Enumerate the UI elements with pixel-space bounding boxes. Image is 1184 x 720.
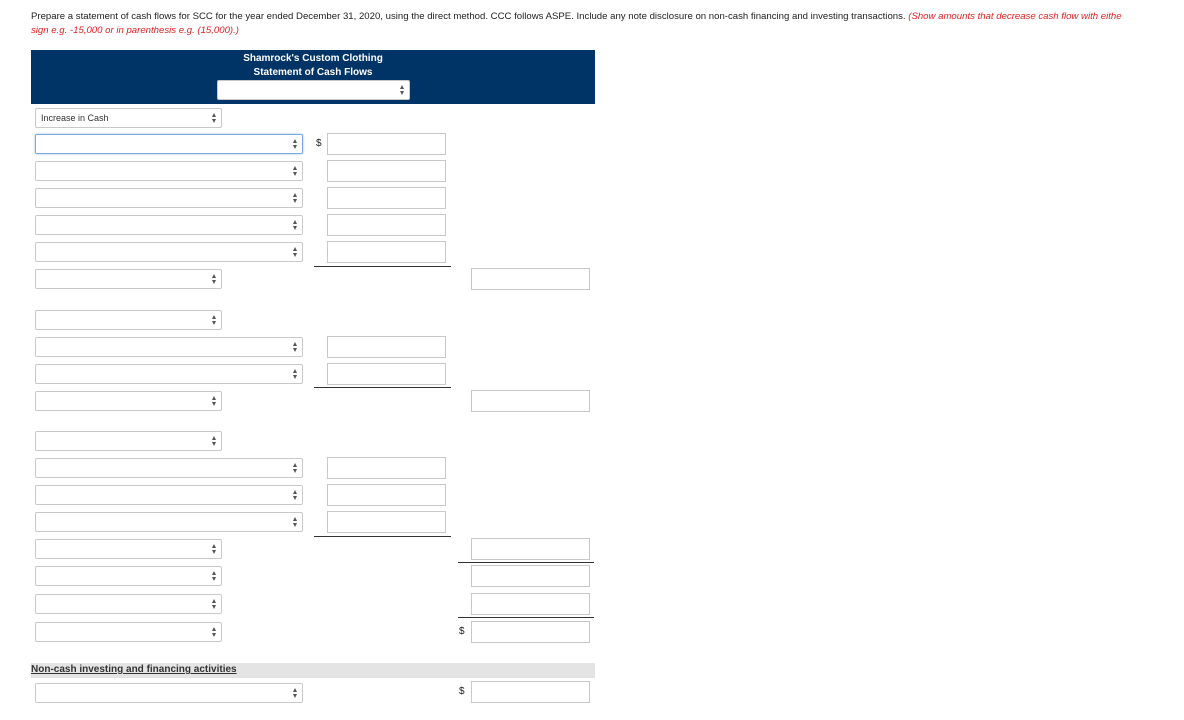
section-heading-select[interactable]: Increase in Cash	[35, 108, 222, 128]
select-arrows-icon	[212, 112, 217, 124]
line-item-select[interactable]	[35, 188, 303, 208]
total-amount-input[interactable]	[471, 390, 590, 412]
select-arrows-icon	[293, 516, 298, 528]
total-amount-input[interactable]	[471, 268, 590, 290]
select-arrows-icon	[293, 687, 298, 699]
line-item-select[interactable]	[35, 215, 303, 235]
subtotal-rule	[314, 387, 451, 388]
section-total-select[interactable]	[35, 269, 222, 289]
subtotal-rule	[314, 266, 451, 267]
non-cash-item-select[interactable]	[35, 683, 303, 703]
statement-header	[31, 50, 595, 104]
amount-input[interactable]	[327, 363, 446, 385]
select-arrows-icon	[293, 368, 298, 380]
select-arrows-icon	[212, 570, 217, 582]
line-item-select[interactable]	[35, 337, 303, 357]
select-arrows-icon	[293, 489, 298, 501]
amount-input[interactable]	[327, 484, 446, 506]
line-item-select[interactable]	[35, 242, 303, 262]
select-arrows-icon	[212, 435, 217, 447]
amount-input[interactable]	[327, 133, 446, 155]
amount-input[interactable]	[327, 336, 446, 358]
total-rule	[458, 617, 594, 618]
non-cash-section-bar	[31, 663, 595, 678]
select-arrows-icon	[293, 192, 298, 204]
non-cash-section-label: Non-cash investing and financing activities	[31, 664, 237, 675]
summary-select[interactable]	[35, 622, 222, 642]
amount-input[interactable]	[327, 160, 446, 182]
line-item-select[interactable]	[35, 134, 303, 154]
ending-cash-input[interactable]	[471, 621, 590, 643]
select-arrows-icon	[293, 219, 298, 231]
select-arrows-icon	[212, 314, 217, 326]
section-heading-select[interactable]	[35, 431, 222, 451]
line-item-select[interactable]	[35, 161, 303, 181]
instructions-main: Prepare a statement of cash flows for SCC for the year ended December 31, 2020, using the direct method. CCC follows ASPE. Include any note disclosure on non-cash financing and investing transactions.	[31, 11, 909, 22]
amount-input[interactable]	[327, 187, 446, 209]
instructions-note: (Show amounts that decrease cash flow with eithe	[908, 11, 1122, 22]
select-arrows-icon	[212, 543, 217, 555]
select-arrows-icon	[293, 138, 298, 150]
select-arrows-icon	[212, 626, 217, 638]
total-amount-input[interactable]	[471, 565, 590, 587]
line-item-select[interactable]	[35, 512, 303, 532]
total-amount-input[interactable]	[471, 593, 590, 615]
non-cash-amount-input[interactable]	[471, 681, 590, 703]
section-total-select[interactable]	[35, 539, 222, 559]
line-item-select[interactable]	[35, 458, 303, 478]
select-arrows-icon	[293, 165, 298, 177]
select-arrows-icon	[293, 246, 298, 258]
statement-title: Statement of Cash Flows	[253, 67, 373, 78]
select-arrows-icon	[212, 598, 217, 610]
summary-select[interactable]	[35, 594, 222, 614]
select-arrows-icon	[293, 462, 298, 474]
currency-symbol: $	[459, 686, 465, 697]
section-heading-select[interactable]	[35, 310, 222, 330]
company-name: Shamrock's Custom Clothing	[243, 53, 383, 64]
section-total-select[interactable]	[35, 391, 222, 411]
total-rule	[458, 562, 594, 563]
subtotal-rule	[314, 536, 451, 537]
amount-input[interactable]	[327, 457, 446, 479]
select-arrows-icon	[212, 273, 217, 285]
total-amount-input[interactable]	[471, 538, 590, 560]
period-select[interactable]	[217, 80, 410, 100]
amount-input[interactable]	[327, 241, 446, 263]
summary-select[interactable]	[35, 566, 222, 586]
amount-input[interactable]	[327, 214, 446, 236]
select-arrows-icon	[400, 84, 405, 96]
currency-symbol: $	[316, 138, 322, 149]
select-arrows-icon	[212, 395, 217, 407]
currency-symbol: $	[459, 626, 465, 637]
amount-input[interactable]	[327, 511, 446, 533]
instructions	[31, 10, 1184, 24]
instructions-note-continued: sign e.g. -15,000 or in parenthesis e.g. (15,000).)	[31, 25, 239, 36]
select-arrows-icon	[293, 341, 298, 353]
line-item-select[interactable]	[35, 364, 303, 384]
line-item-select[interactable]	[35, 485, 303, 505]
